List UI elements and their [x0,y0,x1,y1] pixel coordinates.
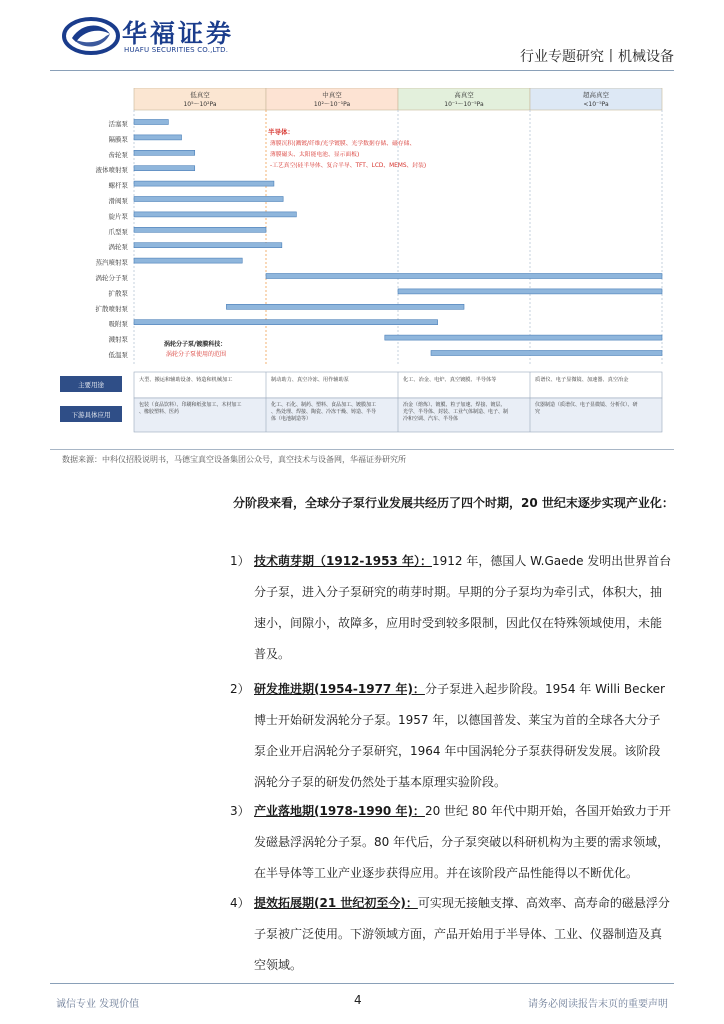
page-number: 4 [354,993,362,1007]
pump-range-bar [134,320,438,325]
pump-label: 扩散喷射泵 [95,304,128,313]
application-text: 冶金（熔炼）、镀膜、粒子加速、焊接、镀层、 [403,402,506,408]
semiconductor-application: 薄膜磁头、太阳能电池、显示面板) [270,152,360,158]
footer-disclaimer: 请务必阅读报告末页的重要声明 [528,999,668,1010]
pump-label: 螺杆泵 [108,181,128,190]
regime-name: 高真空 [454,91,474,99]
pump-label: 扩散泵 [108,289,128,298]
pump-range-bar [134,243,282,248]
pump-label: 涡轮分子泵 [95,274,128,282]
section-lead: 分阶段来看，全球分子泵行业发展共经历了四个时期，20 世纪末逐步实现产业化： [233,496,674,510]
pump-range-bar [134,227,266,232]
application-text: 冷和空调、汽车、半导体 [403,416,459,422]
pump-range-bar [134,166,195,171]
period-number: 1） [230,554,250,568]
period-text: 20 世纪 80 年代中期开始，各国开始致力于开发磁悬浮涡轮分子泵。80 年代后，分子泵突破以科研机构为主要的需求领域，在半导体等工业产业逐步获得应用。并在该阶段产品性能得以不断优化。 [254,804,671,880]
use-text: 化工、冶金、电炉、真空镀膜、半导体等 [403,377,497,383]
period-heading: 技术萌芽期（1912-1953 年）： [254,554,432,568]
period-number: 2） [230,682,250,696]
use-text: 质谱仪、电子显微镜、加速器、真空冶金 [535,377,629,383]
period-text: 可实现无接触支撑、高效率、高寿命的磁悬浮分子泵被广泛使用。下游领域方面，产品开始用于半导体、工业、仪器制造及真空领域。 [254,896,670,972]
pump-label: 活塞泵 [108,120,128,128]
period-text: 分子泵进入起步阶段。1954 年 Willi Becker 博士开始研发涡轮分子泵。1957 年，以德国普发、莱宝为首的全球各大分子泵企业开启涡轮分子泵研究，1964 年中国涡轮分子泵获得研发发展。该阶段涡轮分子泵的研发仍然处于基本原理实验阶段。 [254,682,665,789]
pump-label: 液体喷射泵 [95,166,128,175]
pump-label: 齿轮泵 [108,150,128,159]
report-category: 行业专题研究丨机械设备 [520,49,674,65]
pump-label: 溅射泵 [108,335,128,344]
row-label: 主要用途 [78,381,104,389]
footer-slogan: 诚信专业 发现价值 [56,999,140,1010]
semiconductor-title: 半导体： [268,128,294,136]
period-heading: 提效拓展期(21 世纪初至今)： [254,896,418,910]
use-text: 大型、搬运和辅助设备、铸造和机械加工 [139,377,233,383]
regime-range: 10⁻¹～10⁻⁵Pa [444,101,484,108]
pump-range-bar [385,335,662,340]
pump-range-bar [134,135,182,140]
regime-name: 超高真空 [583,91,609,99]
pump-label: 隔膜泵 [108,135,128,144]
semiconductor-application: -工艺真空(硅半导体、复合半导、TFT、LCD、MEMS、封装) [270,163,427,169]
header-divider [50,70,674,71]
period-number: 3） [230,804,250,818]
pump-label: 涡轮泵 [108,243,128,252]
pump-range-bar [134,197,283,202]
regime-name: 中真空 [322,91,342,99]
pump-label: 旋片泵 [108,212,128,221]
application-text: 究 [535,409,541,415]
vacuum-pump-range-figure [56,88,670,434]
pump-range-bar [134,181,274,186]
pump-range-bar [134,212,296,217]
period-number: 4） [230,896,250,910]
regime-range: 10²～10⁻¹Pa [313,101,351,108]
brand-name-en: HUAFU SECURITIES CO.,LTD. [124,46,229,54]
period-heading: 产业落地期(1978-1990 年)： [254,804,425,818]
application-text: 、橡胶塑料、医药 [139,409,180,415]
pump-range-bar [226,304,464,309]
figure-divider [50,449,674,450]
application-text: 包装（食品饮料）、印刷和纸张加工、木材加工 [139,402,242,408]
pump-range-bar [134,258,242,263]
regime-range: 10⁵～10²Pa [183,101,217,108]
pump-label: 低温泵 [108,351,128,359]
period-text: 1912 年，德国人 W.Gaede 发明出世界首台分子泵，进入分子泵研究的萌芽时期。早期的分子泵均为牵引式，体积大，抽速小，间隙小，故障多，应用时受到较多限制，因此仅在特殊领域使用，未能普及。 [254,554,672,661]
application-text: 体（电池制造等） [271,416,312,422]
regime-name: 低真空 [190,91,210,99]
application-text: 光学、半导体、封装、工业气体制造、电子、制 [403,409,509,415]
regime-range: <10⁻⁵Pa [583,101,609,108]
pump-range-bar [266,274,662,279]
row-label: 下游具体应用 [71,411,111,419]
pump-label: 吸附泵 [108,320,128,329]
semiconductor-application: 薄膜沉积(溅镀/纤维/光学镀膜、光学数据存储、磁存储、 [270,141,416,147]
pump-label: 爪型泵 [108,227,128,236]
huafu-logo-icon [62,16,120,56]
figure-source: 数据来源：中科仪招股说明书，马德宝真空设备集团公众号，真空技术与设备网，华福证券研究所 [62,455,406,464]
pump-range-bar [398,289,662,294]
pump-range-bar [134,120,168,125]
use-text: 制动助力、真空冷冻、用作辅助泵 [271,377,349,383]
application-text: 仪器制造（质谱仪、电子显微镜、分析仪）、研 [535,402,638,408]
application-text: 化工、石化、制药、塑料、食品加工、镀膜加工 [271,402,377,408]
footer-divider [50,983,674,984]
pump-range-bar [134,150,195,155]
period-heading: 研发推进期(1954-1977 年)： [254,682,425,696]
application-text: 、热处理、焊接、陶瓷、冷冻干燥、铸造、半导 [271,409,377,415]
brand-name-cn: 华福证券 [122,19,235,48]
pump-range-bar [431,351,662,356]
molecular-range: 涡轮分子泵使用的范围 [166,351,227,358]
molecular-note: 涡轮分子泵/镀膜科技： [164,341,227,348]
pump-label: 滑阀泵 [108,197,128,205]
pump-label: 蒸汽喷射泵 [95,258,128,267]
